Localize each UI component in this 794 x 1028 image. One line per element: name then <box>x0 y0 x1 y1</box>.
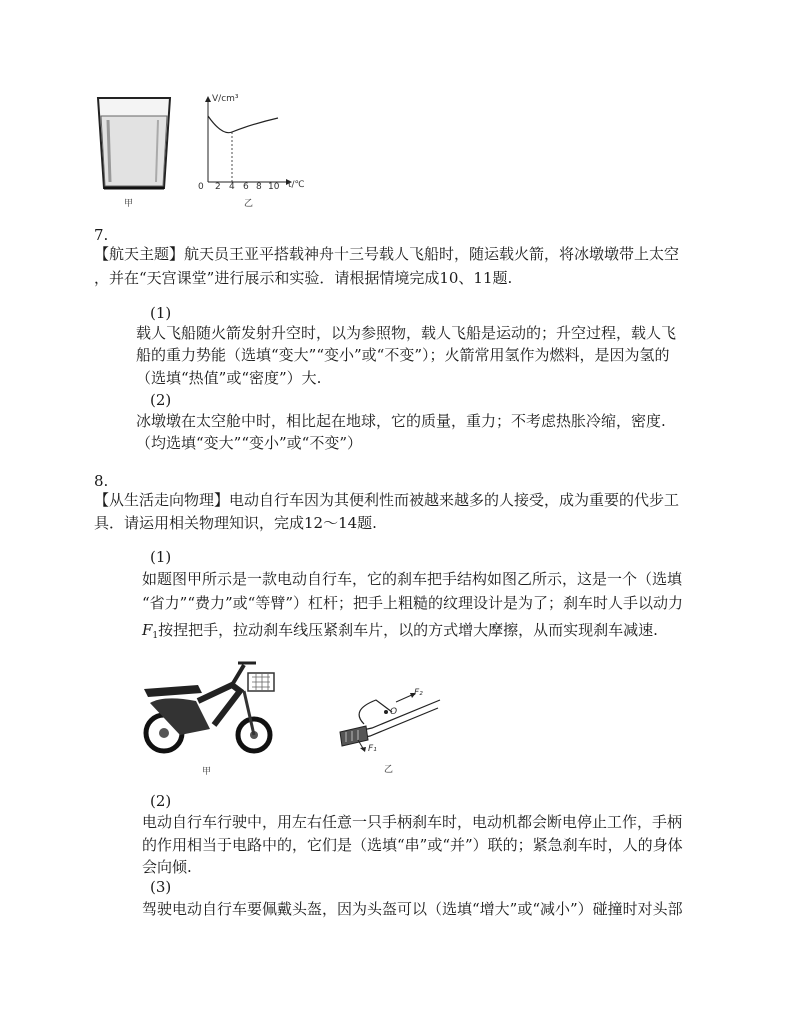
q7-part2-line1: 冰墩墩在太空舱中时，相比起在地球，它的质量，重力；不考虑热胀冷缩，密度. <box>136 412 666 430</box>
q8-number: 8. <box>94 472 109 490</box>
q8-part3-line1: 驾驶电动自行车要佩戴头盔，因为头盔可以（选填“增大”或“减小”）碰撞时对头部 <box>142 900 683 918</box>
volume-temperature-graph <box>194 92 314 194</box>
graph-x-tick-10: 10 <box>268 182 280 192</box>
q8-part1-number: (1) <box>150 548 172 566</box>
ebike-caption: 甲 <box>202 767 212 777</box>
q7-stem-line1: 【航天主题】航天员王亚平搭载神舟十三号载人飞船时，随运载火箭，将冰墩墩带上太空 <box>94 245 680 263</box>
graph-y-label: V/cm³ <box>212 94 239 104</box>
q8-part2-line3: 会向倾. <box>142 858 192 876</box>
q8-part1-line1: 如题图甲所示是一款电动自行车，它的刹车把手结构如图乙所示，这是一个（选填 <box>142 570 683 588</box>
figure-glass <box>94 96 174 192</box>
q8-stem-line1: 【从生活走向物理】电动自行车因为其便利性而被越来越多的人接受，成为重要的代步工 <box>94 491 680 509</box>
brake-lever-caption: 乙 <box>384 765 394 775</box>
q8-part1-line3-wrap <box>142 619 658 647</box>
graph-x-tick-0: 0 <box>198 182 204 192</box>
brake-lever-illustration <box>330 680 450 760</box>
figure-volume-graph <box>194 92 314 194</box>
label-o: O <box>390 707 398 717</box>
q8-part2-line2: 的作用相当于电路中的，它们是（选填“串”或“并”）联的；紧急刹车时，人的身体 <box>142 836 683 854</box>
force-symbol: F <box>142 621 153 639</box>
q7-part1-line3: （选填“热值”或“密度”）大. <box>136 369 322 387</box>
glass-caption: 甲 <box>124 199 134 209</box>
q7-stem-line2: ，并在“天宫课堂”进行展示和实验．请根据情境完成10、11题. <box>94 269 513 287</box>
graph-x-label: t/℃ <box>288 180 305 190</box>
q8-part1-line2: “省力”“费力”或“等臂”）杠杆；把手上粗糙的纹理设计是为了；刹车时人手以动力 <box>142 594 684 612</box>
figure-brake-lever <box>330 680 450 760</box>
q8-part1-line3: 按捏把手，拉动刹车线压紧刹车片，以的方式增大摩擦，从而实现刹车减速. <box>158 621 658 639</box>
q7-part2-number: (2) <box>150 391 172 409</box>
q7-part1-line2: 船的重力势能（选填“变大”“变小”或“不变”）；火箭常用氢作为燃料，是因为氢的 <box>136 346 670 364</box>
figure-ebike <box>140 655 280 755</box>
label-f2: F₂ <box>414 688 423 698</box>
glass-illustration <box>94 96 174 192</box>
label-f1: F₁ <box>368 744 377 754</box>
q7-part1-number: (1) <box>150 304 172 322</box>
graph-caption: 乙 <box>244 199 254 209</box>
q7-part1-line1: 载人飞船随火箭发射升空时，以为参照物，载人飞船是运动的；升空过程，载人飞 <box>136 324 677 342</box>
ebike-illustration <box>140 655 280 755</box>
q8-stem-line2: 具．请运用相关物理知识，完成12～14题. <box>94 514 377 532</box>
graph-x-tick-6: 6 <box>243 182 249 192</box>
graph-x-tick-4: 4 <box>229 182 235 192</box>
q7-part2-line2: （均选填“变大”“变小”或“不变”） <box>136 434 363 452</box>
q8-part3-number: (3) <box>150 878 172 896</box>
graph-x-tick-8: 8 <box>256 182 262 192</box>
q7-number: 7. <box>94 226 109 244</box>
graph-x-tick-2: 2 <box>215 182 221 192</box>
force-subscript: 1 <box>152 631 159 641</box>
q8-part2-line1: 电动自行车行驶中，用左右任意一只手柄刹车时，电动机都会断电停止工作，手柄 <box>142 813 683 831</box>
q8-part2-number: (2) <box>150 792 172 810</box>
